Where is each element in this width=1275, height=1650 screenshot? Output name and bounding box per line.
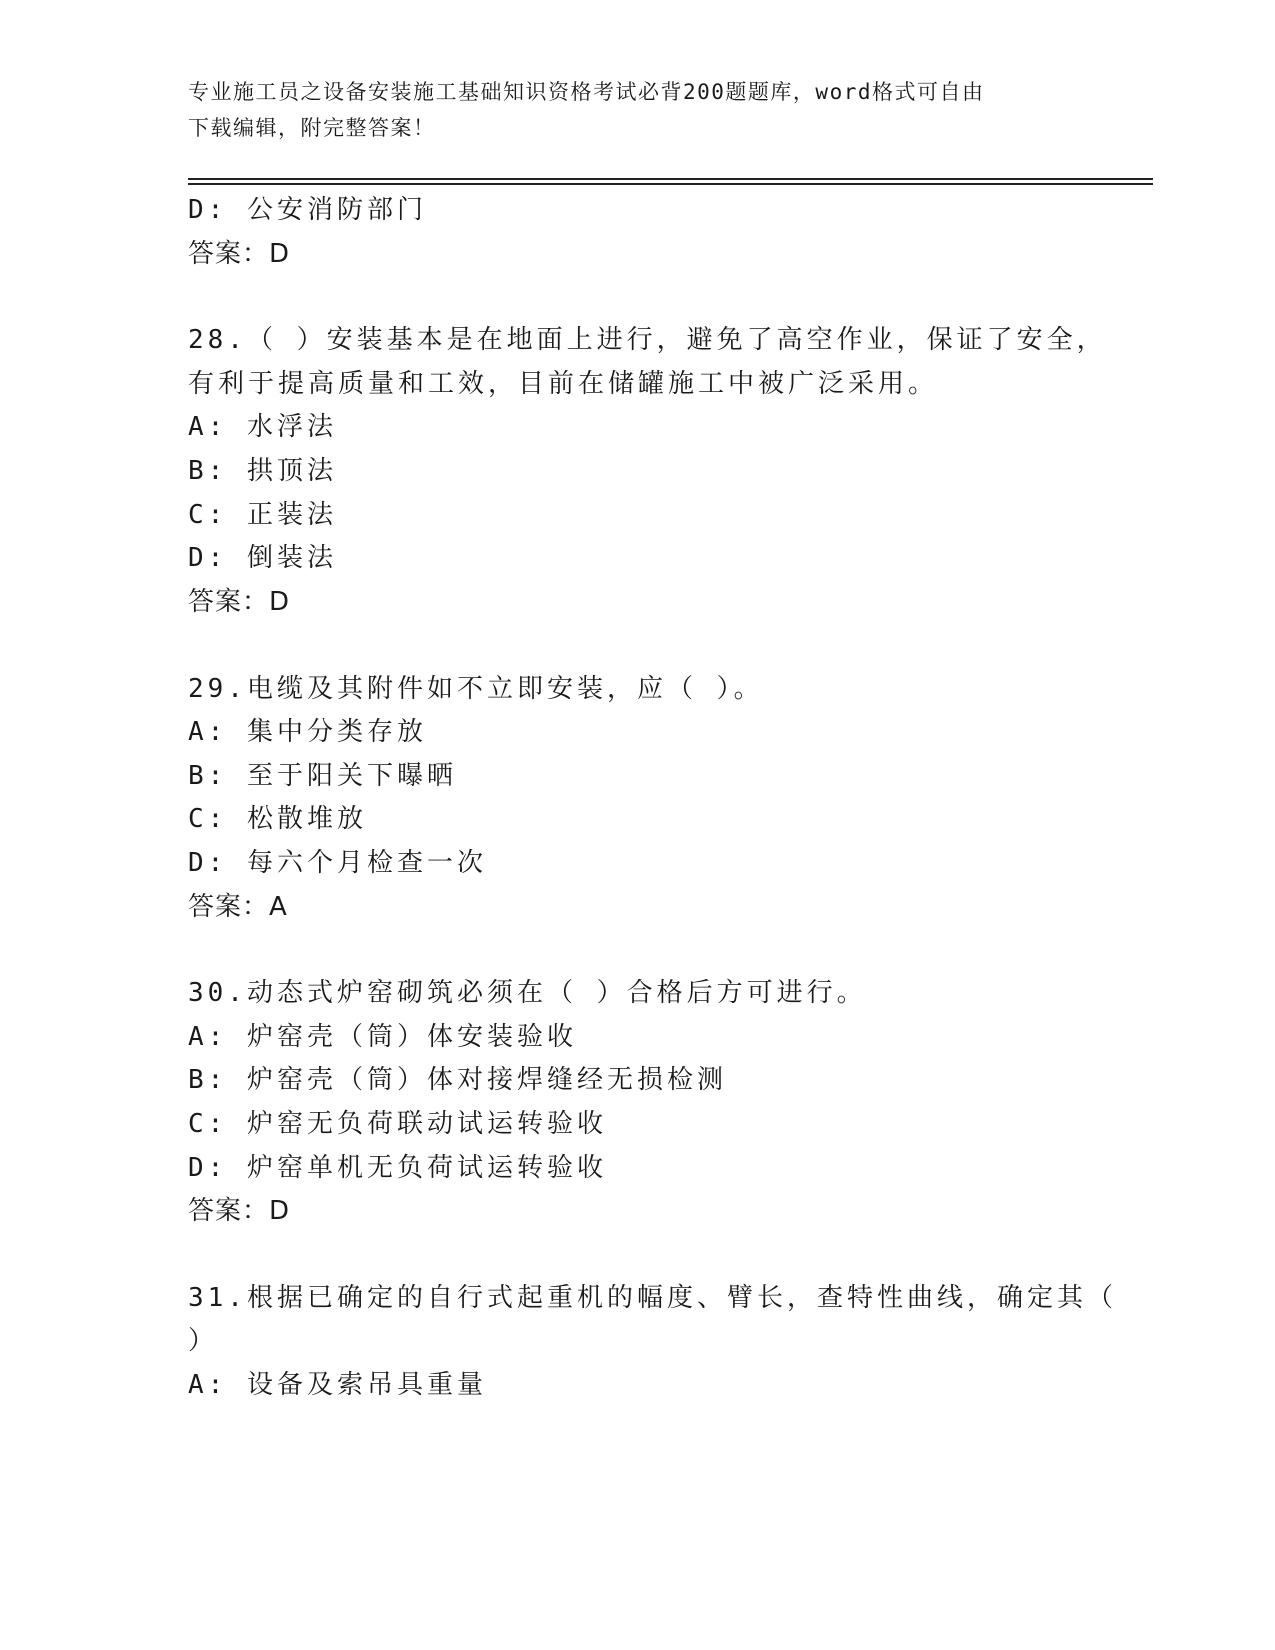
q29-option-d: D: 每六个月检查一次 [188,848,487,878]
q30-option-b: B: 炉窑壳（筒）体对接焊缝经无损检测 [188,1065,727,1095]
q28-option-c: C: 正装法 [188,500,337,530]
q30-stem: 30.动态式炉窑砌筑必须在（ ）合格后方可进行。 [188,978,867,1008]
q28-option-b: B: 拱顶法 [188,456,337,486]
header-line-1: 专业施工员之设备安装施工基础知识资格考试必背200题题库，word格式可自由 [188,80,985,104]
q31-option-a: A: 设备及索吊具重量 [188,1370,487,1400]
document-header [188,74,1088,146]
q30-option-d: D: 炉窑单机无负荷试运转验收 [188,1153,607,1183]
q31-stem-line-2: ） [188,1326,219,1356]
q31-stem-line-1: 31.根据已确定的自行式起重机的幅度、臂长，查特性曲线，确定其（ [188,1283,1117,1313]
q28-option-d: D: 倒装法 [188,543,337,573]
header-divider-top [188,178,1153,180]
prev-answer: 答案：D [188,239,291,269]
header-line-2: 下载编辑，附完整答案！ [188,116,436,140]
q28-answer: 答案：D [188,587,291,617]
q29-option-c: C: 松散堆放 [188,804,367,834]
prev-option-d: D: 公安消防部门 [188,195,427,225]
q28-option-a: A: 水浮法 [188,412,337,442]
q28-stem-line-2: 有利于提高质量和工效，目前在储罐施工中被广泛采用。 [188,369,939,399]
q29-option-b: B: 至于阳关下曝晒 [188,761,457,791]
q28-stem-line-1: 28.（ ）安装基本是在地面上进行，避免了高空作业，保证了安全， [188,325,1107,355]
q30-option-c: C: 炉窑无负荷联动试运转验收 [188,1109,607,1139]
q29-answer: 答案：A [188,892,288,922]
q29-option-a: A: 集中分类存放 [188,717,427,747]
q30-option-a: A: 炉窑壳（筒）体安装验收 [188,1022,577,1052]
q30-answer: 答案：D [188,1196,291,1226]
header-divider-bottom [188,183,1153,185]
q29-stem: 29.电缆及其附件如不立即安装，应（ ）。 [188,674,764,704]
